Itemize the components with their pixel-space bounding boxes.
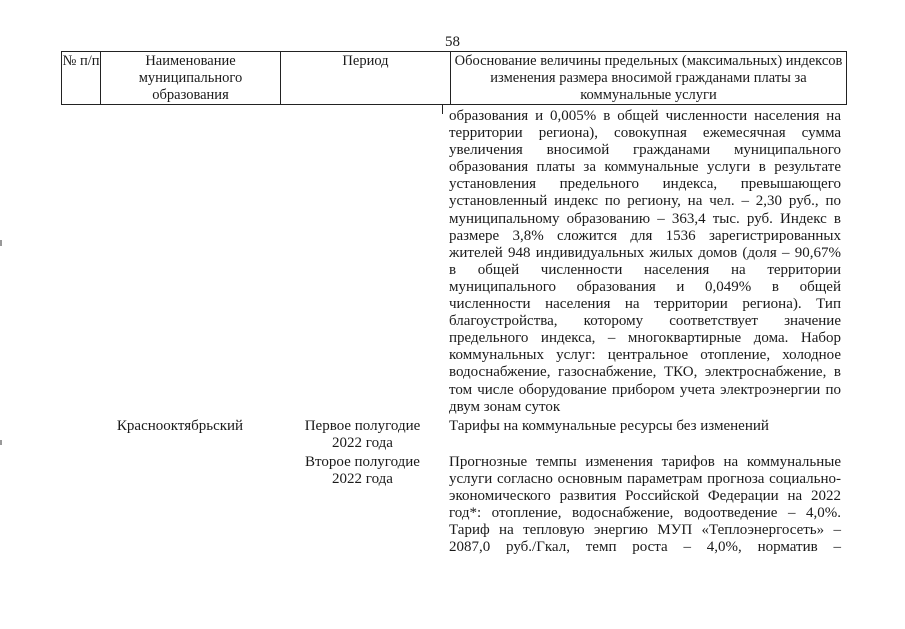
text-line: благоустройства, которому соответствует значение <box>449 313 841 330</box>
text-line: численности населения на территории региона). Тип <box>449 296 841 313</box>
text-line: услуги согласно основным параметрам прогноза социально- <box>449 471 841 488</box>
column-divider <box>442 104 443 114</box>
header-number: № п/п <box>62 52 101 104</box>
period-second-half: Второе полугодие 2022 года <box>305 454 420 487</box>
text-line: территории региона), совокупная ежемесячная сумма <box>449 125 841 142</box>
text-line: Прогнозные темпы изменения тарифов на коммунальные <box>449 454 841 470</box>
text-line: том числе оборудование прибором учета электроэнергии по <box>449 381 841 398</box>
text-line: жителей 948 индивидуальных жилых домов (доля – 90,67% <box>449 244 841 261</box>
header-justification: Обоснование величины предельных (максимальных) индексов изменения размера вносимой гражданами платы за коммунальные услуги <box>454 53 843 103</box>
text-line: установленный индекс по региону, на чел. – 2,30 руб., по <box>449 193 841 210</box>
text-line: образования платы за коммунальные услуги в результате <box>449 159 841 176</box>
continuation-text <box>449 108 841 416</box>
municipality-name: Краснооктябрьский <box>116 418 244 434</box>
text-line: год*: отопление, водоснабжение, водоотведение – 4,0%. <box>449 505 841 522</box>
text-line: образования и 0,005% в общей численности населения на <box>449 108 841 124</box>
scan-mark <box>0 440 2 445</box>
scan-mark <box>0 240 2 246</box>
text-line: Тариф на тепловую энергию МУП «Теплоэнергосеть» – <box>449 522 841 539</box>
text-line: экономического развития Российской Федерации на 2022 <box>449 488 841 505</box>
first-half-text <box>449 418 841 435</box>
text-line: установления предельного индекса, превышающего <box>449 176 841 193</box>
second-half-text <box>449 454 841 557</box>
text-line: муниципального образования и 0,049% в общей <box>449 278 841 295</box>
text-line: предельного индекса, – многоквартирные дома. Набор <box>449 330 841 347</box>
header-municipality: Наименование муниципального образования <box>101 52 281 104</box>
text-line: двум зонам суток <box>449 398 561 415</box>
table-header-row <box>61 51 847 105</box>
text-line: 2087,0 руб./Гкал, темп роста – 4,0%, норматив – <box>449 539 841 556</box>
text-line: водоснабжение, газоснабжение, ТКО, электроснабжение, в <box>449 364 841 381</box>
header-period: Период <box>281 52 451 104</box>
text-line: муниципальному образованию – 363,4 тыс. руб. Индекс в <box>449 210 841 227</box>
text-line: увеличения вносимой гражданами муниципального <box>449 142 841 159</box>
text-line: Тарифы на коммунальные ресурсы без изменений <box>449 418 769 434</box>
text-line: в общей численности населения на территории <box>449 261 841 278</box>
text-line: коммунальных услуг: центральное отопление, холодное <box>449 347 841 364</box>
text-line: размере 3,8% сложится для 1536 зарегистрированных <box>449 227 841 244</box>
period-first-half: Первое полугодие 2022 года <box>304 418 421 451</box>
page-number: 58 <box>445 34 460 50</box>
